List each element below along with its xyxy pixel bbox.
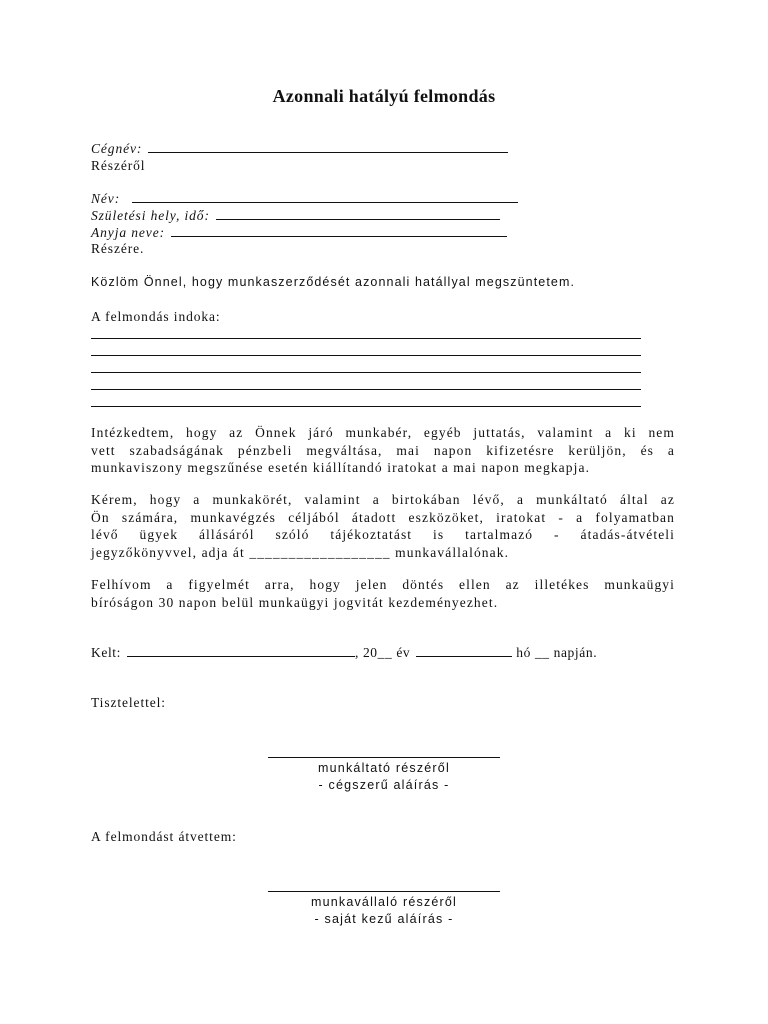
name-label: Név: bbox=[91, 191, 121, 206]
document-title: Azonnali hatályú felmondás bbox=[272, 86, 496, 106]
paragraph-line: Intézkedtem, hogy az Önnek járó munkabér, egyéb juttatás, valamint a ki nem bbox=[91, 425, 675, 440]
birth-label: Születési hely, idő: bbox=[91, 208, 210, 223]
employee-suffix: Részére. bbox=[91, 241, 145, 256]
date-line bbox=[91, 644, 597, 661]
employer-signature-note: - cégszerű aláírás - bbox=[318, 778, 450, 792]
company-suffix: Részéről bbox=[91, 158, 146, 173]
reason-line bbox=[91, 355, 641, 356]
notice-text: Közlöm Önnel, hogy munkaszerződését azonnali hatállyal megszüntetem. bbox=[91, 275, 576, 289]
company-label: Cégnév: bbox=[91, 141, 143, 156]
payment-paragraph bbox=[91, 424, 675, 477]
birth-field bbox=[91, 207, 500, 224]
paragraph-line: lévő ügyek állásáról szóló tájékoztatást is tartalmazó - átadás-átvételi bbox=[91, 527, 675, 542]
mother-label: Anyja neve: bbox=[91, 225, 165, 240]
paragraph-line: Felhívom a figyelmét arra, hogy jelen döntés ellen az illetékes munkaügyi bbox=[91, 577, 675, 592]
reason-label: A felmondás indoka: bbox=[91, 309, 221, 324]
paragraph-line: Ön számára, munkavégzés céljából átadott eszközöket, iratokat - a folyamatban bbox=[91, 509, 675, 525]
reason-line bbox=[91, 406, 641, 407]
place-blank bbox=[127, 644, 355, 657]
name-blank bbox=[132, 190, 518, 203]
employee-signature-line bbox=[268, 891, 500, 892]
reason-line bbox=[91, 372, 641, 373]
handover-paragraph bbox=[91, 491, 675, 561]
birth-blank bbox=[216, 207, 500, 220]
paragraph-line: bíróságon 30 napon belül munkaügyi jogvitát kezdeményezhet. bbox=[91, 594, 499, 610]
employer-signature-label: munkáltató részéről bbox=[318, 761, 450, 775]
company-field bbox=[91, 140, 508, 157]
employer-signature-line bbox=[268, 757, 500, 758]
paragraph-line: jegyzőkönyvvel, adja át __________________ munkavállalónak. bbox=[91, 544, 510, 560]
paragraph-line: munkaviszony megszűnése esetén kiállítandó iratokat a mai napon megkapja. bbox=[91, 460, 591, 475]
closing-text: Tisztelettel: bbox=[91, 695, 166, 710]
employee-signature-label: munkavállaló részéről bbox=[310, 895, 458, 909]
employee-signature-note: - saját kezű aláírás - bbox=[314, 912, 454, 926]
year-text: , 20__ év bbox=[355, 645, 411, 660]
paragraph-line: vett szabadságának pénzbeli megváltása, mai napon kifizetésre kerüljön, és a bbox=[91, 442, 675, 458]
paragraph-line: Kérem, hogy a munkakörét, valamint a birtokában lévő, a munkáltató által az bbox=[91, 492, 675, 507]
reason-line bbox=[91, 389, 641, 390]
appeal-paragraph bbox=[91, 576, 675, 611]
mother-blank bbox=[171, 224, 507, 237]
month-blank bbox=[416, 644, 512, 657]
day-text: hó __ napján. bbox=[516, 645, 598, 660]
reason-line bbox=[91, 338, 641, 339]
company-blank bbox=[148, 140, 508, 153]
date-label: Kelt: bbox=[91, 645, 121, 660]
mother-field bbox=[91, 224, 507, 241]
received-label: A felmondást átvettem: bbox=[91, 829, 237, 844]
name-field bbox=[91, 190, 518, 207]
